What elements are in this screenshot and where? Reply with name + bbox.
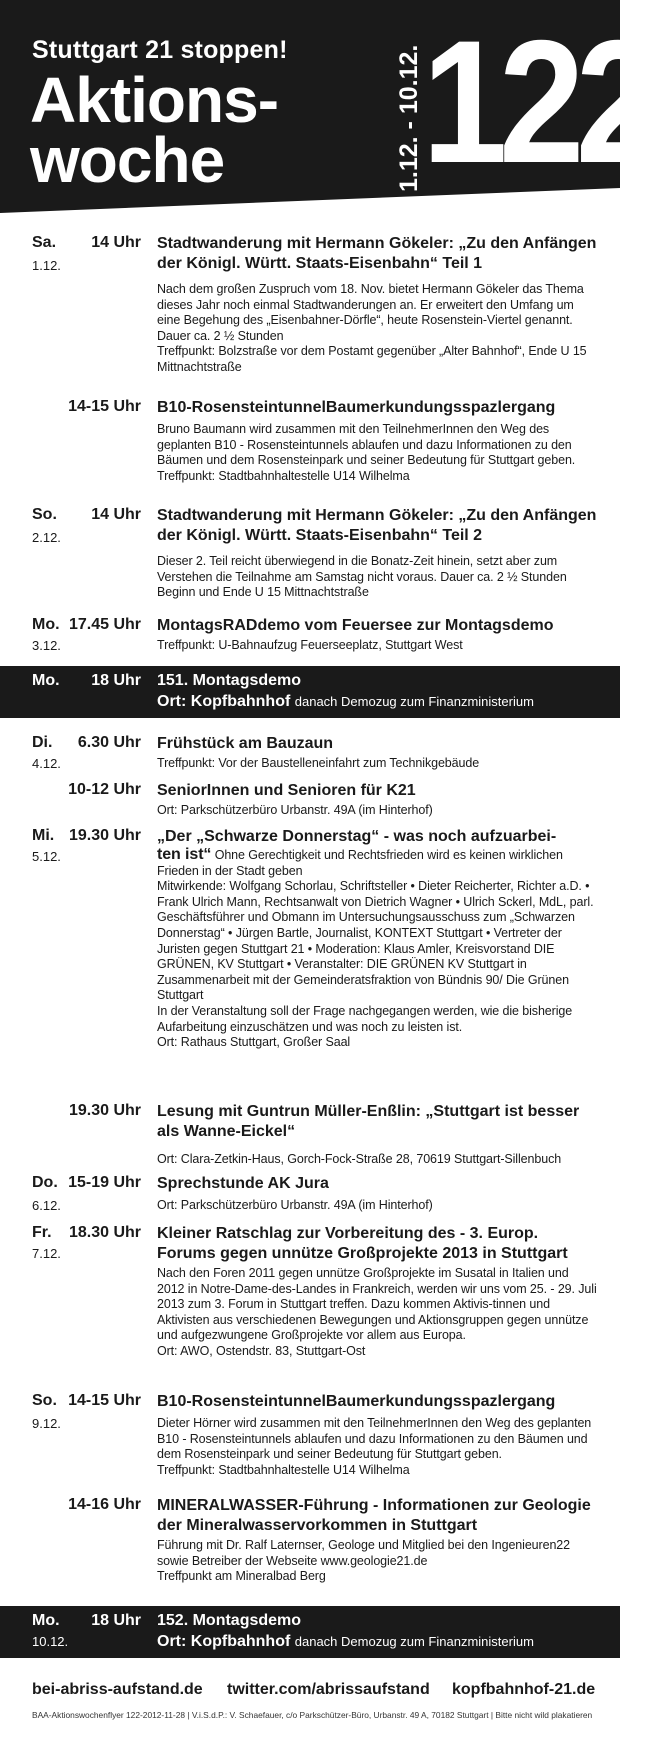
band-time: 18 Uhr	[91, 672, 141, 689]
event-time: 17.45 Uhr	[68, 616, 141, 633]
event-day: Do.	[32, 1174, 58, 1191]
event-title: B10-RosensteintunnelBaumerkundungsspazlergang	[157, 399, 556, 416]
event-title: Stadtwanderung mit Hermann Gökeler: „Zu den Anfängen der Königl. Württ. Staats-Eisenbahn“ Teil 1	[157, 235, 597, 272]
event-title: „Der „Schwarze Donnerstag“ - was noch aufzuarbei-	[157, 828, 557, 845]
event-day: Di.	[32, 734, 53, 751]
event-time: 14-15 Uhr	[68, 398, 141, 415]
event-day: So.	[32, 1392, 57, 1409]
event-date: 6.12.	[32, 1198, 61, 1213]
montagsdemo-band	[0, 1606, 620, 1658]
event-title: Stadtwanderung mit Hermann Gökeler: „Zu den Anfängen der Königl. Württ. Staats-Eisenbahn“ Teil 2	[157, 507, 597, 544]
band-location-rest: danach Demozug zum Finanzministerium	[294, 1634, 534, 1649]
imprint-text: BAA-Aktionswochenflyer 122-2012-11-28 | V.i.S.d.P.: V. Schaefauer, c/o Parkschützer-Büro, Urbanstr. 49 A, 70182 Stuttgart | Bitte nicht wild plakatieren	[32, 1710, 593, 1720]
event-day: Mi.	[32, 827, 55, 844]
event-date: 2.12.	[32, 530, 61, 545]
header-title	[30, 64, 278, 196]
event-description: Ort: Clara-Zetkin-Haus, Gorch-Fock-Straße 28, 70619 Stuttgart-Sillenbuch	[157, 1152, 562, 1166]
header-subtitle: Stuttgart 21 stoppen!	[32, 36, 288, 64]
band-location	[157, 1633, 534, 1651]
event-description: Nach den Foren 2011 gegen unnütze Großprojekte im Susatal in Italien und 2012 in Notre-Dame-des-Landes in Frankreich, werden wir uns vom 25. - 29. Juli 2013 zum 3. Forum in Stuttgart treffen. Dazu kommen Aktivis-tinnen und Aktivisten aus verschiedenen Bewegungen und Aktionsgruppen gegen unnütze und aufgezwungene Großprojekte vor allem aus Europa. Ort: AWO, Ostendstr. 83, Stuttgart-Ost	[157, 1266, 597, 1358]
event-day: Mo.	[32, 616, 60, 633]
event-description: Nach dem großen Zuspruch vom 18. Nov. bietet Hermann Gökeler das Thema dieses Jahr noch einmal Stadtwanderungen an. Er erweitert den Umfang um eine Begehung des „Eisenbahner-Dörfle“, heute Rosenstein-Viertel genannt. Dauer ca. 2 ½ Stunden Treffpunkt: Bolzstraße vor dem Postamt gegenüber „Alter Bahnhof“, Ende U 15 Mittnachtstraße	[157, 282, 587, 374]
event-date: 3.12.	[32, 638, 61, 653]
event-day: Sa.	[32, 234, 57, 251]
event-time: 10-12 Uhr	[68, 781, 141, 798]
event-title: MINERALWASSER-Führung - Informationen zur Geologie der Mineralwasservorkommen in Stuttgart	[157, 1497, 591, 1534]
event-date: 9.12.	[32, 1416, 61, 1431]
event-description: Dieser 2. Teil reicht überwiegend in die Bonatz-Zeit hinein, setzt aber zum Verstehen die Teilnahme am Samstag nicht voraus. Dauer ca. 2 ½ Stunden Beginn und Ende U 15 Mittnachtstraße	[157, 554, 567, 600]
montagsdemo-band	[0, 666, 620, 718]
event-description-text: Ohne Gerechtigkeit und Rechtsfrieden wird es keinen wirklichen Frieden in der Stadt geben Mitwirkende: Wolfgang Schorlau, Schriftsteller • Dieter Reicherter, Richter a.D. • Frank Ulrich Mann, Rechtsanwalt von Dietrich Wagner • Ulrich Sckerl, MdL, parl. Geschäftsführer und Obmann im Untersuchungsausschuss zum „Schwarzen Donnerstag“ • Jürgen Bartle, Journalist, KONTEXT Stuttgart • Vertreter der Juristen gegen Stuttgart 21 • Moderation: Klaus Amler, Kreisvorstand DIE GRÜNEN, KV Stuttgart • Veranstalter: DIE GRÜNEN KV Stuttgart in Zusammenarbeit mit der Gemeinderatsfraktion von Bündnis 90/ Die Grünen Stuttgart In der Veranstaltung soll der Frage nachgegangen werden, wie die bisherige Aufarbeitung einzuschätzen und was noch zu leisten ist. Ort: Rathaus Stuttgart, Großer Saal	[157, 848, 594, 1050]
band-location-label: Ort: Kopfbahnhof	[157, 693, 291, 710]
event-date: 4.12.	[32, 756, 61, 771]
footer-link-website[interactable]: kopfbahnhof-21.de	[452, 1681, 596, 1698]
event-title-continued: ten ist“	[157, 846, 212, 863]
event-description: Bruno Baumann wird zusammen mit den TeilnehmerInnen den Weg des geplanten B10 - Rosensteintunnels ablaufen und dazu Informationen zu den Bäumen und dem Rosensteinpark und seiner Bedeutung für Stuttgart geben. Treffpunkt: Stadtbahnhaltestelle U14 Wilhelma	[157, 422, 576, 483]
event-title: Kleiner Ratschlag zur Vorbereitung des - 3. Europ. Forums gegen unnütze Großprojekte 2013 in Stuttgart	[157, 1225, 568, 1262]
event-time: 18.30 Uhr	[68, 1224, 141, 1241]
band-day: Mo.	[32, 1612, 60, 1629]
footer-link-twitter[interactable]: twitter.com/abrissaufstand	[227, 1681, 430, 1698]
header-banner	[0, 0, 653, 213]
event-date: 1.12.	[32, 258, 61, 273]
event-title: Lesung mit Guntrun Müller-Enßlin: „Stuttgart ist besser als Wanne-Eickel“	[157, 1103, 580, 1140]
band-title: 152. Montagsdemo	[157, 1612, 302, 1629]
event-title: SeniorInnen und Senioren für K21	[157, 782, 416, 799]
event-day: Fr.	[32, 1224, 52, 1241]
event-time: 19.30 Uhr	[68, 1102, 141, 1119]
event-description: Ort: Parkschützerbüro Urbanstr. 49A (im Hinterhof)	[157, 803, 433, 817]
header-dates: 1.12. - 10.12.	[395, 44, 423, 192]
event-time: 6.30 Uhr	[77, 734, 141, 751]
event-description: Ort: Parkschützerbüro Urbanstr. 49A (im Hinterhof)	[157, 1198, 433, 1212]
band-location-label: Ort: Kopfbahnhof	[157, 1633, 291, 1650]
event-time: 15-19 Uhr	[68, 1174, 141, 1191]
event-title: Frühstück am Bauzaun	[157, 735, 334, 752]
band-location-rest: danach Demozug zum Finanzministerium	[294, 694, 534, 709]
event-day: So.	[32, 506, 57, 523]
footer-link-blog[interactable]: bei-abriss-aufstand.de	[32, 1681, 203, 1698]
band-date: 10.12.	[32, 1634, 69, 1649]
band-title: 151. Montagsdemo	[157, 672, 302, 689]
header-title-line2: woche	[30, 124, 225, 196]
event-description: Führung mit Dr. Ralf Laternser, Geologe und Mitglied bei den Ingenieuren22 sowie Betreiber der Webseite www.geologie21.de Treffpunkt am Mineralbad Berg	[157, 1538, 570, 1584]
header-number: 122	[422, 5, 653, 200]
header-title-line1: Aktions-	[30, 64, 278, 136]
event-title: B10-RosensteintunnelBaumerkundungsspazlergang	[157, 1393, 556, 1410]
band-time: 18 Uhr	[91, 1612, 141, 1629]
band-location	[157, 693, 534, 711]
event-title: MontagsRADdemo vom Feuersee zur Montagsdemo	[157, 617, 554, 634]
event-time: 14 Uhr	[91, 506, 141, 523]
event-description: Dieter Hörner wird zusammen mit den TeilnehmerInnen den Weg des geplanten B10 - Rosensteintunnels ablaufen und dazu Informationen zu den Bäumen und dem Rosensteinpark und seiner Bedeutung für Stuttgart geben. Treffpunkt: Stadtbahnhaltestelle U14 Wilhelma	[157, 1416, 592, 1477]
event-time: 14 Uhr	[91, 234, 141, 251]
event-description: Treffpunkt: U-Bahnaufzug Feuerseeplatz, Stuttgart West	[157, 638, 463, 652]
band-day: Mo.	[32, 672, 60, 689]
event-time: 19.30 Uhr	[68, 827, 141, 844]
event-description: Treffpunkt: Vor der Baustelleneinfahrt zum Technikgebäude	[157, 756, 480, 770]
event-date: 5.12.	[32, 849, 61, 864]
event-time: 14-15 Uhr	[68, 1392, 141, 1409]
event-date: 7.12.	[32, 1246, 61, 1261]
event-description	[157, 847, 597, 1051]
event-title: Sprechstunde AK Jura	[157, 1175, 329, 1192]
event-time: 14-16 Uhr	[68, 1496, 141, 1513]
